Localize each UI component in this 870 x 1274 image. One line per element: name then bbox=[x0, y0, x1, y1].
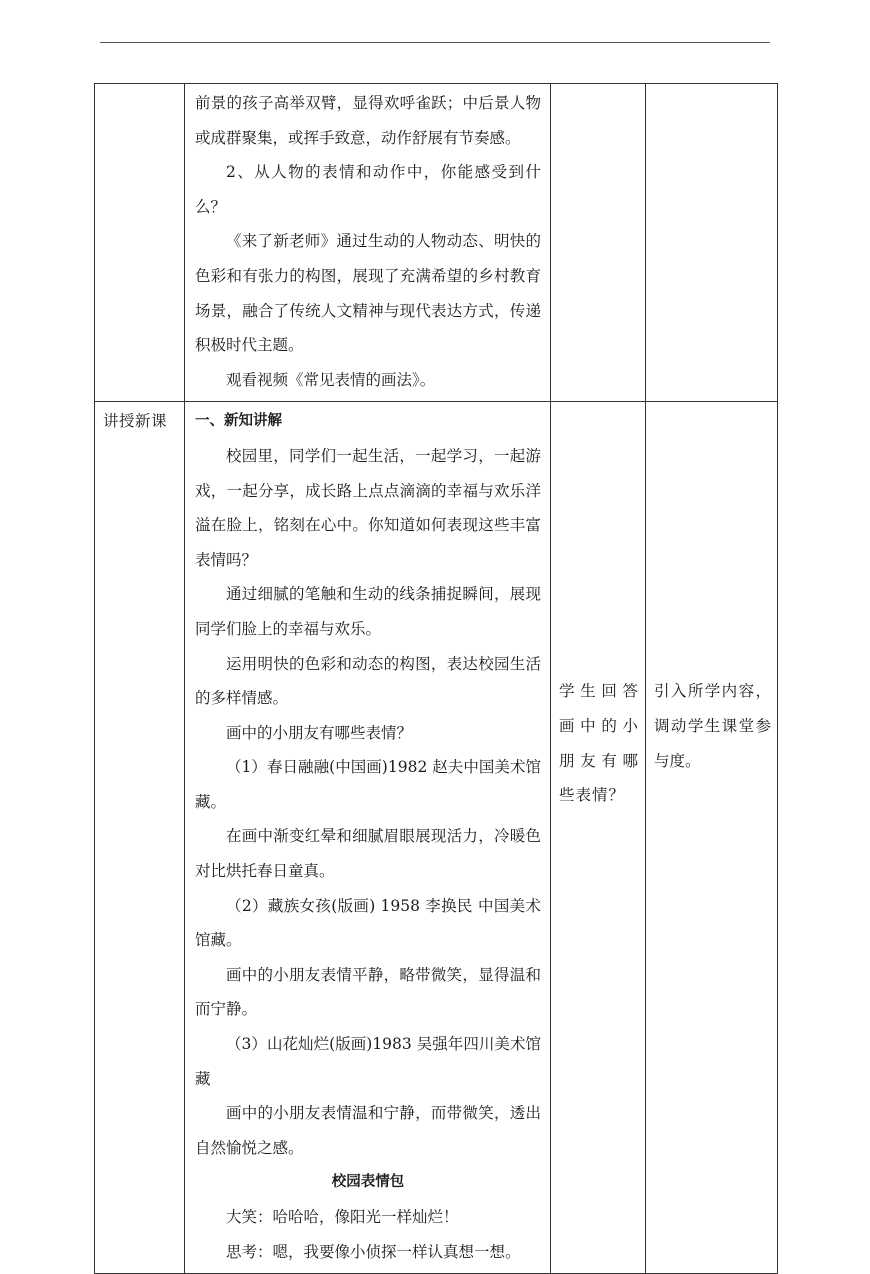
content-cell bbox=[185, 84, 551, 402]
stage-cell bbox=[95, 402, 185, 1274]
student-activity-cell bbox=[551, 84, 646, 402]
design-purpose-cell bbox=[646, 402, 778, 1274]
table-row bbox=[95, 84, 778, 402]
paragraph: 2、从人物的表情和动作中，你能感受到什么？ bbox=[195, 163, 541, 216]
paragraph: 《来了新老师》通过生动的人物动态、明快的色彩和有张力的构图，展现了充满希望的乡村教育场景，融合了传统人文精神与现代表达方式，传递积极时代主题。 bbox=[195, 232, 541, 355]
stage-label: 讲授新课 bbox=[103, 412, 168, 431]
paragraph: 校园里，同学们一起生活，一起学习，一起游戏，一起分享，成长路上点点滴滴的幸福与欢乐洋溢在脸上，铭刻在心中。你知道如何表现这些丰富表情吗？ bbox=[195, 446, 541, 569]
table-row bbox=[95, 402, 778, 1274]
stage-cell bbox=[95, 84, 185, 402]
paragraph: 校园表情包 bbox=[331, 1174, 405, 1191]
lesson-plan-table bbox=[94, 83, 778, 1274]
paragraph: （1）春日融融(中国画)1982 赵夫中国美术馆藏。 bbox=[195, 758, 541, 811]
paragraph: （3）山花灿烂(版画)1983 吴强年四川美术馆藏 bbox=[195, 1035, 541, 1088]
paragraph: 前景的孩子高举双臂，显得欢呼雀跃；中后景人物或成群聚集，或挥手致意，动作舒展有节奏感。 bbox=[195, 94, 541, 147]
student-activity-text: 学生回答画中的小朋友有哪些表情？ bbox=[559, 682, 639, 805]
paragraph: （2）藏族女孩(版画) 1958 李换民 中国美术馆藏。 bbox=[195, 896, 541, 950]
design-purpose-text: 引入所学内容，调动学生课堂参与度。 bbox=[654, 682, 771, 770]
paragraph: 运用明快的色彩和动态的构图，表达校园生活的多样情感。 bbox=[195, 654, 541, 708]
design-purpose-cell bbox=[646, 84, 778, 402]
paragraph: 在画中渐变红晕和细腻眉眼展现活力，冷暖色对比烘托春日童真。 bbox=[195, 827, 541, 881]
content-cell bbox=[185, 402, 551, 1274]
student-activity-cell bbox=[551, 402, 646, 1274]
paragraph: 画中的小朋友表情温和宁静，而带微笑，透出自然愉悦之感。 bbox=[195, 1104, 541, 1157]
paragraph: 一、新知讲解 bbox=[195, 413, 282, 430]
teaching-content bbox=[185, 402, 550, 1273]
paragraph: 画中的小朋友有哪些表情？ bbox=[226, 723, 413, 742]
paragraph: 观看视频《常见表情的画法》。 bbox=[226, 370, 436, 389]
header-rule bbox=[100, 42, 770, 43]
paragraph: 思考：嗯，我要像小侦探一样认真想一想。 bbox=[226, 1242, 521, 1261]
paragraph: 画中的小朋友表情平静，略带微笑，显得温和而宁静。 bbox=[195, 965, 541, 1019]
paragraph: 大笑：哈哈哈，像阳光一样灿烂！ bbox=[226, 1208, 459, 1226]
teaching-content bbox=[185, 84, 550, 401]
paragraph: 通过细腻的笔触和生动的线条捕捉瞬间，展现同学们脸上的幸福与欢乐。 bbox=[195, 585, 541, 638]
